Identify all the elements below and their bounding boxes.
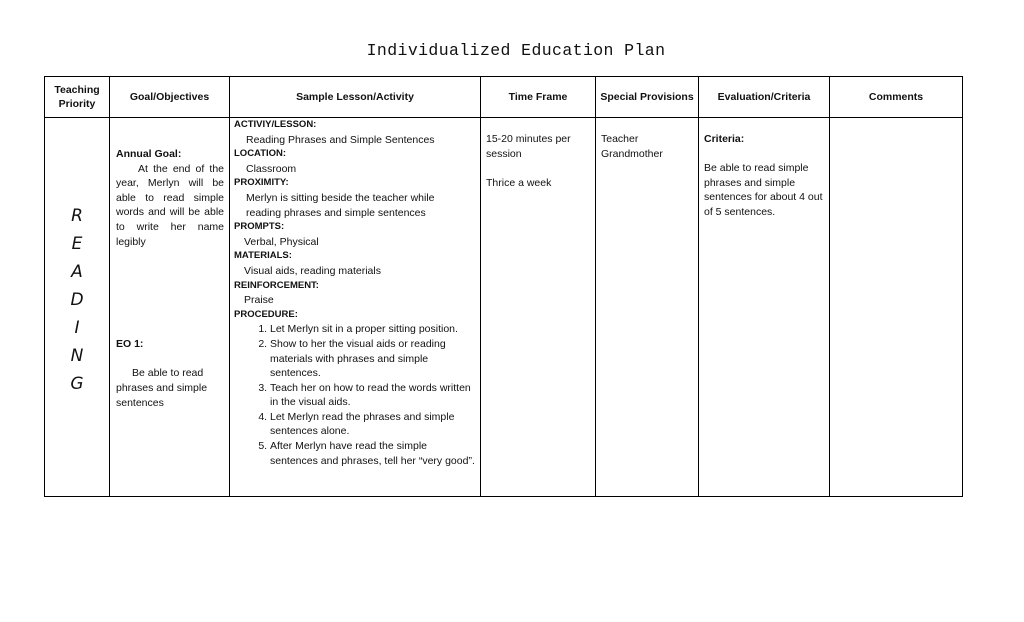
materials-text: Visual aids, reading materials (244, 264, 381, 277)
header-priority: Teaching Priority (45, 77, 110, 118)
criteria-heading: Criteria: (704, 133, 745, 145)
evaluation-cell (699, 118, 830, 497)
lesson-cell (230, 118, 481, 497)
activity-heading: ACTIVIY/LESSON: (234, 119, 317, 130)
materials-heading: MATERIALS: (234, 250, 292, 262)
list-item: 4. Let Merlyn read the phrases and simple sentences alone. (270, 410, 476, 439)
header-evaluation: Evaluation/Criteria (699, 77, 830, 118)
list-item: 1. Let Merlyn sit in a proper sitting position. (270, 322, 476, 337)
annual-goal-text: At the end of the year, Merlyn will be able to read simple words and will be able to write her name legibly (116, 162, 224, 248)
annual-goal-heading: Annual Goal: (116, 148, 182, 160)
timeframe-frequency: Thrice a week (486, 176, 552, 189)
criteria-text: Be able to read simple phrases and simple sentences for about 4 out of 5 sentences. (704, 162, 823, 218)
priority-letter: G (70, 374, 84, 394)
priority-letter: I (74, 318, 80, 338)
provisions-text: Teacher Grandmother (601, 133, 663, 160)
priority-letter: E (71, 234, 83, 254)
list-item: 2. Show to her the visual aids or reading materials with phrases and simple sentences. (270, 337, 476, 381)
priority-letter: D (70, 290, 84, 310)
header-row (45, 77, 963, 118)
header-timeframe: Time Frame (481, 77, 596, 118)
timeframe-duration: 15-20 minutes per session (486, 133, 571, 160)
procedure-heading: PROCEDURE: (234, 308, 298, 320)
header-lesson: Sample Lesson/Activity (230, 77, 481, 118)
location-text: Classroom (246, 162, 297, 175)
prompts-heading: PROMPTS: (234, 221, 285, 233)
comments-cell (830, 118, 963, 497)
location-heading: LOCATION: (234, 148, 287, 160)
prompts-text: Verbal, Physical (244, 235, 319, 248)
reinforcement-text: Praise (244, 294, 274, 307)
proximity-heading: PROXIMITY: (234, 177, 289, 189)
table-row (45, 118, 963, 497)
proximity-text: Merlyn is sitting beside the teacher while reading phrases and simple sentences (246, 191, 435, 219)
goals-cell (110, 118, 230, 497)
reinforcement-heading: REINFORCEMENT: (234, 279, 319, 291)
eo-text: Be able to read phrases and simple sentences (116, 367, 208, 409)
priority-word (45, 202, 109, 398)
iep-table (44, 76, 963, 497)
priority-letter: N (70, 346, 84, 366)
procedure-list (234, 322, 476, 468)
header-provisions: Special Provisions (596, 77, 699, 118)
activity-text: Reading Phrases and Simple Sentences (246, 133, 435, 146)
header-goals: Goal/Objectives (110, 77, 230, 118)
header-comments: Comments (830, 77, 963, 118)
list-item: 3. Teach her on how to read the words written in the visual aids. (270, 381, 476, 410)
list-item: 5. After Merlyn have read the simple sentences and phrases, tell her “very good”. (270, 439, 476, 468)
provisions-cell (596, 118, 699, 497)
priority-cell (45, 118, 110, 497)
priority-letter: A (71, 262, 83, 282)
timeframe-cell (481, 118, 596, 497)
page-title: Individualized Education Plan (366, 41, 666, 60)
eo-heading: EO 1: (116, 338, 144, 351)
priority-letter: R (71, 206, 83, 226)
